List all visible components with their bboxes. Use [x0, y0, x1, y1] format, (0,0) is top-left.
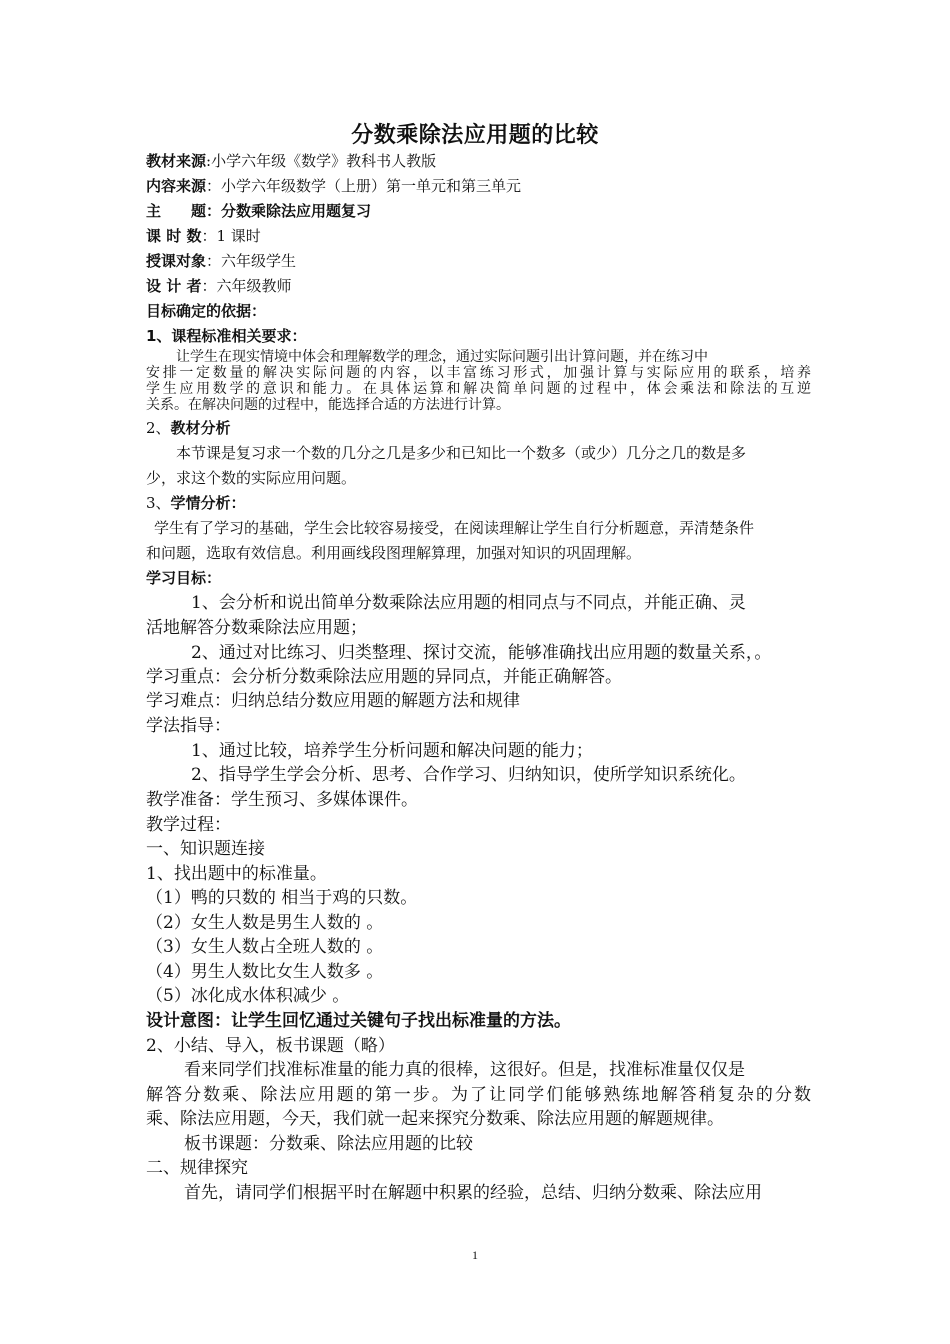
explore-line: 首先，请同学们根据平时在解题中积累的经验，总结、归纳分数乘、除法应用: [184, 1183, 762, 1203]
meta-designer: [146, 277, 811, 295]
meta-designer-value: ：六年级教师: [201, 277, 292, 295]
meta-audience: [146, 252, 811, 270]
goals-line: 2、通过对比练习、归类整理、探讨交流，能够准确找出应用题的数量关系，。: [191, 643, 772, 663]
standards-line: 学生应用数学的意识和能力。在具体运算和解决简单问题的过程中，体会乘法和除法的互逆: [146, 381, 811, 397]
board-title: 板书课题：分数乘、除法应用题的比较: [184, 1134, 473, 1154]
prep: 教学准备：学生预习、多媒体课件。: [146, 790, 418, 810]
goals-line: 1、会分析和说出简单分数乘除法应用题的相同点与不同点，并能正确、灵: [191, 593, 746, 613]
page-number: 1: [472, 1248, 478, 1262]
page-title: 分数乘除法应用题的比较: [351, 123, 599, 148]
item-1: 1、找出题中的标准量。: [146, 864, 327, 884]
meta-source-label: 教材来源: [146, 152, 207, 170]
standards-line: 关系。在解决问题的过程中，能选择合适的方法进行计算。: [146, 397, 510, 413]
design-intent: 设计意图：让学生回忆通过关键句子找出标准量的方法。: [146, 1011, 571, 1031]
sub-item: （3）女生人数占全班人数的 。: [146, 937, 384, 957]
meta-audience-value: ：六年级学生: [206, 252, 297, 270]
meta-source-value: :小学六年级《数学》教科书人教版: [206, 152, 437, 170]
learners-line: 学生有了学习的基础，学生会比较容易接受，在阅读理解让学生自行分析题意，弄清楚条件: [154, 519, 755, 537]
meta-hours: [146, 227, 811, 245]
method-line: 1、通过比较，培养学生分析问题和解决问题的能力；: [191, 741, 593, 761]
standards-heading: 1、课程标准相关要求：: [146, 327, 307, 345]
item-2: 2、小结、导入，板书课题（略）: [146, 1036, 395, 1056]
sub-item: （5）冰化成水体积减少 。: [146, 986, 350, 1006]
meta-topic-label: 主 题: [146, 202, 207, 220]
intro-line: 乘、除法应用题，今天，我们就一起来探究分数乘、除法应用题的解题规律。: [146, 1109, 724, 1129]
meta-content-label: 内容来源: [146, 177, 207, 195]
goals-line: 活地解答分数乘除法应用题；: [146, 618, 367, 638]
sub-item: （1）鸭的只数的 相当于鸡的只数。: [146, 888, 418, 908]
learners-number: 3、: [146, 494, 171, 512]
analysis-heading: [146, 419, 811, 437]
analysis-number: 2、: [146, 419, 171, 437]
analysis-title: 教材分析: [170, 419, 231, 437]
meta-hours-label: 课 时 数: [146, 227, 202, 245]
difficulty: 学习难点：归纳总结分数应用题的解题方法和规律: [146, 691, 520, 711]
standards-line: 安排一定数量的解决实际问题的内容，以丰富练习形式，加强计算与实际应用的联系，培养: [146, 365, 811, 381]
meta-designer-label: 设 计 者: [146, 277, 202, 295]
key-point: 学习重点：会分析分数乘除法应用题的异同点，并能正确解答。: [146, 667, 622, 687]
standards-line: 让学生在现实情境中体会和理解数学的理念，通过实际问题引出计算问题，并在练习中: [176, 349, 708, 365]
intro-line: 看来同学们找准标准量的能力真的很棒，这很好。但是，找准标准量仅仅是: [184, 1060, 745, 1080]
sub-item: （2）女生人数是男生人数的 。: [146, 913, 384, 933]
learners-line: 和问题，选取有效信息。利用画线段图理解算理，加强对知识的巩固理解。: [146, 544, 642, 562]
meta-content-value: ：小学六年级数学（上册）第一单元和第三单元: [206, 177, 522, 195]
basis-heading: 目标确定的依据：: [146, 302, 267, 320]
analysis-line: 少，求这个数的实际应用问题。: [146, 469, 357, 487]
meta-content: [146, 177, 811, 195]
method-heading: 学法指导：: [146, 716, 231, 736]
method-line: 2、指导学生学会分析、思考、合作学习、归纳知识，使所学知识系统化。: [191, 765, 746, 785]
meta-source: [146, 152, 811, 170]
meta-audience-label: 授课对象: [146, 252, 207, 270]
process-heading: 教学过程：: [146, 815, 231, 835]
meta-hours-value: ：1 课时: [201, 227, 261, 245]
analysis-line: 本节课是复习求一个数的几分之几是多少和已知比一个数多（或少）几分之几的数是多: [176, 444, 747, 462]
sub-item: （4）男生人数比女生人数多 。: [146, 962, 384, 982]
learners-title: 学情分析：: [170, 494, 246, 512]
section-2: 二、规律探究: [146, 1158, 248, 1178]
intro-line: 解答分数乘、除法应用题的第一步。为了让同学们能够熟练地解答稍复杂的分数: [146, 1085, 811, 1105]
section-1: 一、知识题连接: [146, 839, 265, 859]
meta-topic-value: ：分数乘除法应用题复习: [206, 202, 372, 220]
meta-topic: [146, 202, 811, 220]
goals-heading: 学习目标：: [146, 569, 222, 587]
learners-heading: [146, 494, 811, 512]
